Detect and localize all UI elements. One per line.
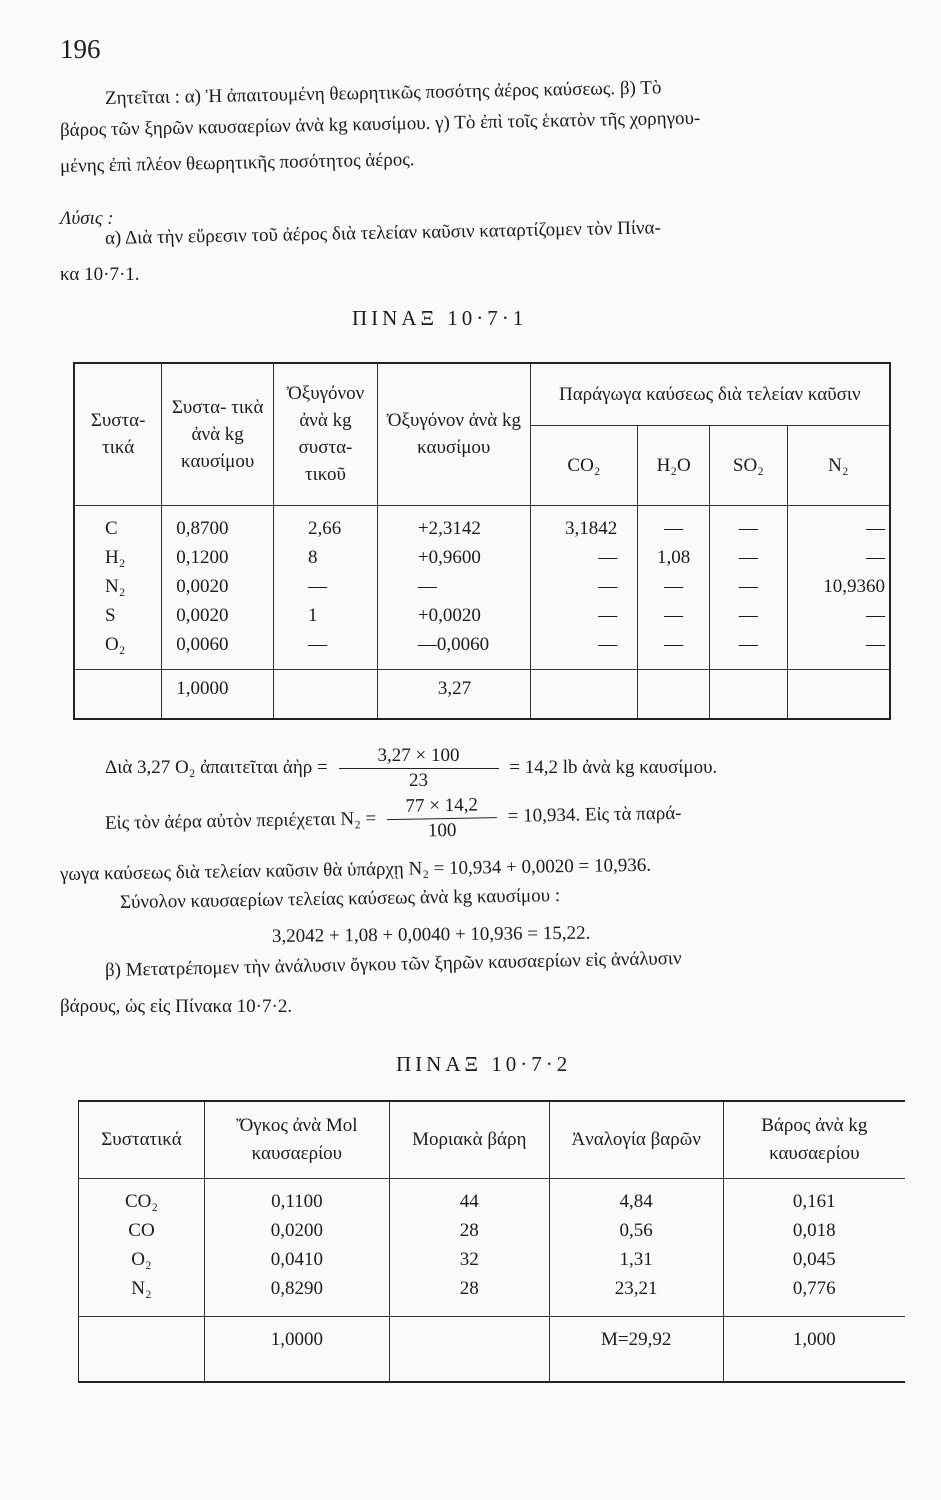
intro-line-3: μένης ἐπὶ πλέον θεωρητικῆς ποσότητος ἀέρος. bbox=[59, 149, 415, 177]
n2-fraction bbox=[387, 793, 498, 844]
t1-col-so2: — — — — — bbox=[710, 505, 788, 669]
t1-header-per-fuel: Συστα- τικὰ ἀνὰ kg καυσίμου bbox=[162, 363, 274, 505]
t2-col-weight: 0,161 0,018 0,045 0,776 bbox=[792, 1191, 836, 1299]
air-denominator: 23 bbox=[409, 770, 429, 791]
t1-header-n2: N₂ bbox=[787, 425, 890, 505]
t1-col-n2: — — 10,9360 — — bbox=[787, 505, 890, 669]
air-fraction bbox=[339, 744, 499, 793]
t1-total-per-fuel: 1,0000 bbox=[162, 669, 274, 719]
t2-col-volume: 0,1100 0,0200 0,0410 0,8290 bbox=[204, 1179, 389, 1317]
t1-col-component: C H₂ N₂ S O₂ bbox=[74, 505, 162, 669]
total-gases-line: Σύνολον καυσαερίων τελείας καύσεως ἀνὰ kg καυσίμου : bbox=[119, 885, 561, 913]
intro-line-2: βάρος τῶν ξηρῶν καυσαερίων ἀνὰ kg καυσίμου. γ) Τὸ ἐπὶ τοῖς ἑκατὸν τῆς χορηγου- bbox=[59, 107, 701, 141]
air-prefix: Διὰ 3,27 O₂ ἀπαιτεῖται ἀὴρ = bbox=[105, 756, 328, 778]
t2-total-weight: 1,000 bbox=[723, 1317, 905, 1383]
total-gases-equation: 3,2042 + 1,08 + 0,0040 + 10,936 = 15,22. bbox=[271, 922, 591, 947]
t2-col-molar-mass: 44 28 32 28 bbox=[389, 1179, 549, 1317]
n2-denominator: 100 bbox=[427, 819, 457, 842]
part-b-line-2: βάρους, ὡς εἰς Πίνακα 10·7·2. bbox=[60, 996, 293, 1017]
solution-a-line-1: α) Διὰ τὴν εὕρεσιν τοῦ ἀέρος διὰ τελείαν καῦσιν καταρτίζομεν τὸν Πίνα- bbox=[104, 217, 662, 249]
t1-header-o2-per-component: Ὀξυγόνον ἀνὰ kg συστα- τικοῦ bbox=[274, 363, 378, 505]
solution-a-line-2: κα 10·7·1. bbox=[60, 264, 140, 285]
t1-header-o2-per-fuel: Ὀξυγόνον ἀνὰ kg καυσίμου bbox=[377, 363, 530, 505]
t2-header-weight: Βάρος ἀνὰ kg καυσαερίου bbox=[723, 1101, 905, 1179]
t2-header-molar-mass: Μοριακὰ βάρη bbox=[389, 1101, 549, 1179]
table-10-7-1 bbox=[73, 362, 891, 720]
t1-col-o2-per-component: 2,66 8 — 1 — bbox=[274, 505, 378, 669]
t1-header-so2: SO₂ bbox=[710, 425, 788, 505]
t2-col-component: CO₂ CO O₂ N₂ bbox=[79, 1179, 205, 1317]
t1-total-o2-per-fuel: 3,27 bbox=[377, 669, 530, 719]
t1-header-products: Παράγωγα καύσεως διὰ τελείαν καῦσιν bbox=[558, 383, 861, 405]
table1-title: ΠΙΝΑΞ 10·7·1 bbox=[352, 306, 528, 330]
t1-header-component: Συστα- τικά bbox=[74, 363, 162, 505]
table2-title: ΠΙΝΑΞ 10·7·2 bbox=[396, 1052, 572, 1076]
air-result: = 14,2 lb ἀνὰ kg καυσίμου. bbox=[509, 756, 718, 778]
air-numerator: 3,27 × 100 bbox=[339, 744, 499, 769]
t2-header-component: Συστατικά bbox=[79, 1101, 205, 1179]
intro-line-1: Ζητεῖται : α) Ἡ ἀπαιτουμένη θεωρητικῶς ποσότης ἀέρος καύσεως. β) Τὸ bbox=[104, 77, 662, 109]
t2-header-ratio: Ἀναλογία βαρῶν bbox=[549, 1101, 723, 1179]
t2-col-ratio: 4,84 0,56 1,31 23,21 bbox=[549, 1179, 723, 1317]
n2-numerator: 77 × 14,2 bbox=[387, 793, 497, 820]
n2-prefix: Εἰς τὸν ἀέρα αὐτὸν περιέχεται N₂ = bbox=[104, 808, 377, 834]
t1-col-co2: 3,1842 — — — — bbox=[530, 505, 638, 669]
part-b-line-1: β) Μετατρέπομεν τὴν ἀνάλυσιν ὄγκου τῶν ξηρῶν καυσαερίων εἰς ἀνάλυσιν bbox=[104, 947, 682, 981]
t1-col-h2o: — 1,08 — — — bbox=[638, 505, 710, 669]
page-number: 196 bbox=[60, 34, 101, 64]
t1-header-h2o: H₂O bbox=[638, 425, 710, 505]
table-10-7-2 bbox=[78, 1100, 905, 1383]
air-equation bbox=[105, 744, 717, 793]
t2-header-volume: Ὄγκος ἀνὰ Mol καυσαερίου bbox=[204, 1101, 389, 1179]
solution-heading: Λύσις : bbox=[60, 208, 114, 229]
n2-result: = 10,934. Εἰς τὰ παρά- bbox=[507, 802, 682, 827]
t2-total-ratio: M=29,92 bbox=[549, 1317, 723, 1383]
t1-header-co2: CO₂ bbox=[530, 425, 638, 505]
t2-total-volume: 1,0000 bbox=[204, 1317, 389, 1383]
t1-col-o2-per-fuel: +2,3142 +0,9600 — +0,0020 —0,0060 bbox=[377, 505, 530, 669]
n2-line-2: γωγα καύσεως διὰ τελείαν καῦσιν θὰ ὑπάρχῃ N₂ = 10,934 + 0,0020 = 10,936. bbox=[59, 854, 652, 885]
n2-equation bbox=[105, 790, 682, 849]
t1-col-per-fuel: 0,8700 0,1200 0,0020 0,0020 0,0060 bbox=[162, 505, 274, 669]
